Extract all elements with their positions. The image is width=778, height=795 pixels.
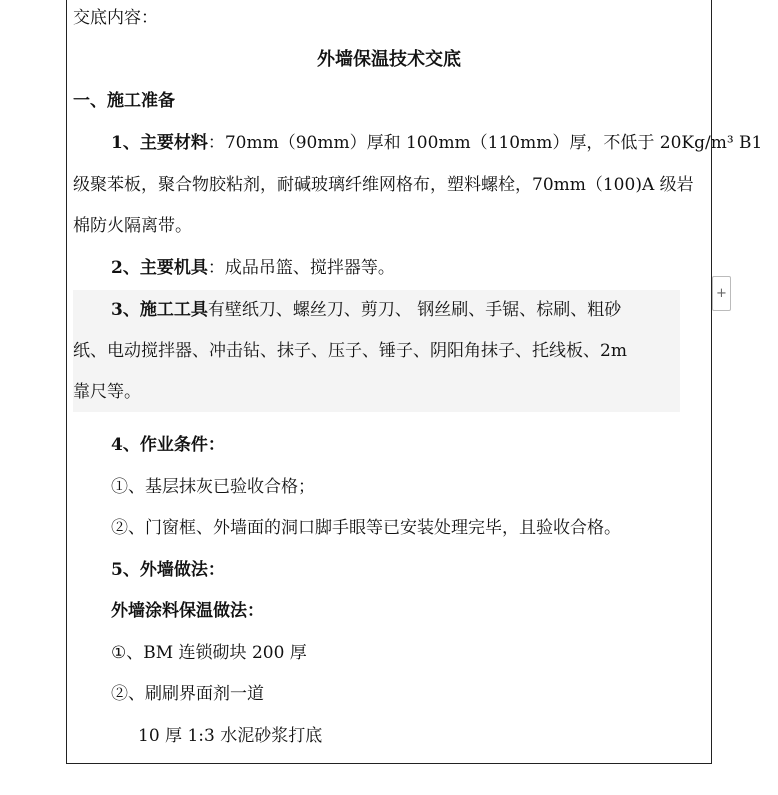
tools-text-1: 有壁纸刀、螺丝刀、剪刀、 钢丝刷、手锯、棕刷、粗砂 (207, 300, 622, 320)
document-title: 外墙保温技术交底 (317, 49, 461, 70)
tools-label: 3、施工工具 (111, 300, 208, 320)
method-heading: 5、外墙做法： (111, 560, 225, 580)
materials-line-3: 棉防火隔离带。 (73, 216, 192, 236)
machines-text: ：成品吊篮、搅拌器等。 (207, 258, 395, 278)
materials-text-1: ：70mm（90mm）厚和 100mm（110mm）厚，不低于 20Kg/m³ B1 (207, 133, 763, 153)
method-item-2: ②、刷刷界面剂一道 (111, 684, 264, 704)
machines-label: 2、主要机具 (111, 258, 208, 278)
materials-line-1 (111, 131, 762, 155)
tools-line-1 (111, 298, 621, 322)
conditions-item-1: ①、基层抹灰已验收合格； (111, 477, 315, 497)
add-row-button[interactable]: + (712, 276, 731, 311)
tools-line-3: 靠尺等。 (73, 382, 141, 402)
conditions-heading: 4、作业条件： (111, 435, 225, 455)
conditions-item-2: ②、门窗框、外墙面的洞口脚手眼等已安装处理完毕，且验收合格。 (111, 518, 621, 538)
materials-label: 1、主要材料 (111, 133, 208, 153)
method-item-3: 10 厚 1:3 水泥砂浆打底 (138, 726, 323, 746)
machines-line (111, 256, 395, 280)
tools-line-2: 纸、电动搅拌器、冲击钻、抹子、压子、锤子、阴阳角抹子、托线板、2m (73, 341, 627, 361)
materials-line-2: 级聚苯板，聚合物胶粘剂，耐碱玻璃纤维网格布，塑料螺栓，70mm（100)A 级岩 (73, 175, 694, 195)
method-item-1: ①、BM 连锁砌块 200 厚 (111, 643, 307, 663)
section-heading: 一、施工准备 (73, 91, 175, 111)
header-label: 交底内容： (73, 8, 158, 28)
method-subheading: 外墙涂料保温做法： (111, 601, 264, 621)
